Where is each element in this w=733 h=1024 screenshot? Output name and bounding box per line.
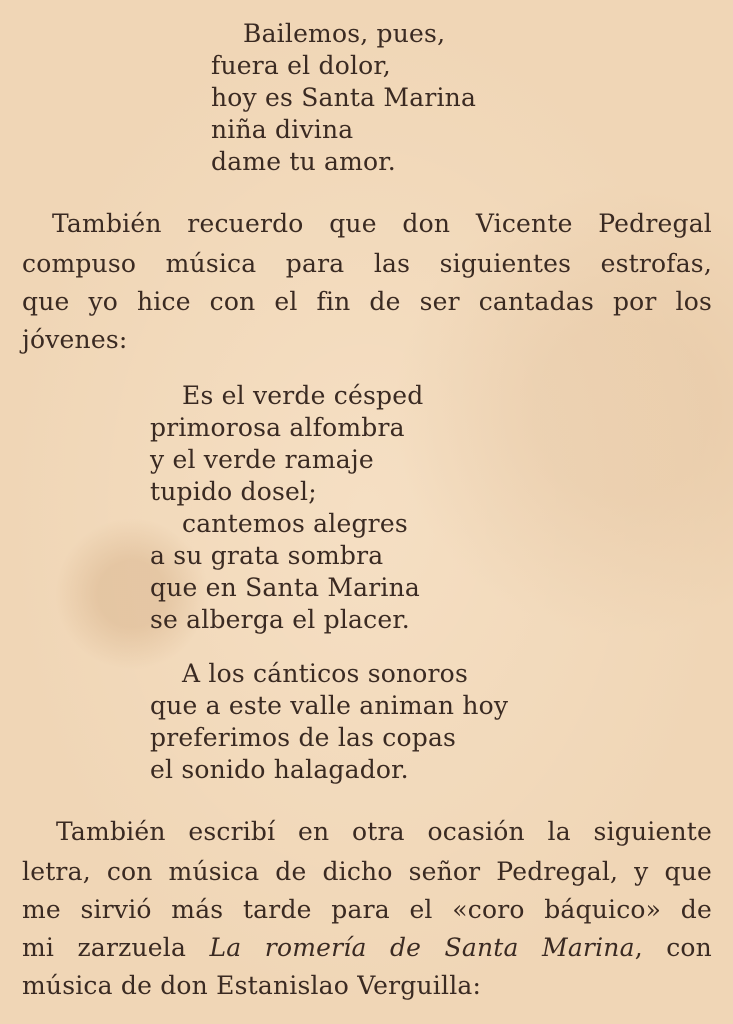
verse-line: Bailemos, pues, bbox=[243, 19, 446, 48]
verse-line: a su grata sombra bbox=[150, 541, 384, 570]
paragraph-line bbox=[22, 932, 712, 964]
paragraph-line: me sirvió más tarde para el «coro báquico» de bbox=[22, 895, 712, 924]
paragraph-line: compuso música para las siguientes estrofas, bbox=[22, 249, 712, 278]
verse-line: que en Santa Marina bbox=[150, 573, 420, 602]
verse-line: y el verde ramaje bbox=[150, 445, 374, 474]
paragraph-line: jóvenes: bbox=[22, 325, 128, 354]
verse-line: cantemos alegres bbox=[182, 509, 408, 538]
paragraph-line: letra, con música de dicho señor Pedregal, y que bbox=[22, 857, 712, 886]
line-text: , con bbox=[634, 933, 712, 962]
verse-line: A los cánticos sonoros bbox=[182, 659, 468, 688]
verse-line: se alberga el placer. bbox=[150, 605, 410, 634]
verse-line: niña divina bbox=[211, 115, 354, 144]
line-text: mi zarzuela bbox=[22, 933, 210, 962]
paragraph-line: También recuerdo que don Vicente Pedregal bbox=[52, 209, 712, 238]
verse-line: preferimos de las copas bbox=[150, 723, 457, 752]
paragraph-line: música de don Estanislao Verguilla: bbox=[22, 971, 482, 1000]
paragraph-line: También escribí en otra ocasión la siguiente bbox=[56, 817, 712, 846]
verse-line: primorosa alfombra bbox=[150, 413, 405, 442]
verse-line: el sonido halagador. bbox=[150, 755, 409, 784]
verse-line: hoy es Santa Marina bbox=[211, 83, 477, 112]
paragraph-line: que yo hice con el fin de ser cantadas por los bbox=[22, 287, 712, 316]
verse-line: que a este valle animan hoy bbox=[150, 691, 509, 720]
verse-line: tupido dosel; bbox=[150, 477, 317, 506]
verse-line: Es el verde césped bbox=[182, 381, 424, 410]
verse-line: dame tu amor. bbox=[211, 147, 396, 176]
verse-line: fuera el dolor, bbox=[211, 51, 391, 80]
zarzuela-title: La romería de Santa Marina bbox=[209, 933, 635, 962]
